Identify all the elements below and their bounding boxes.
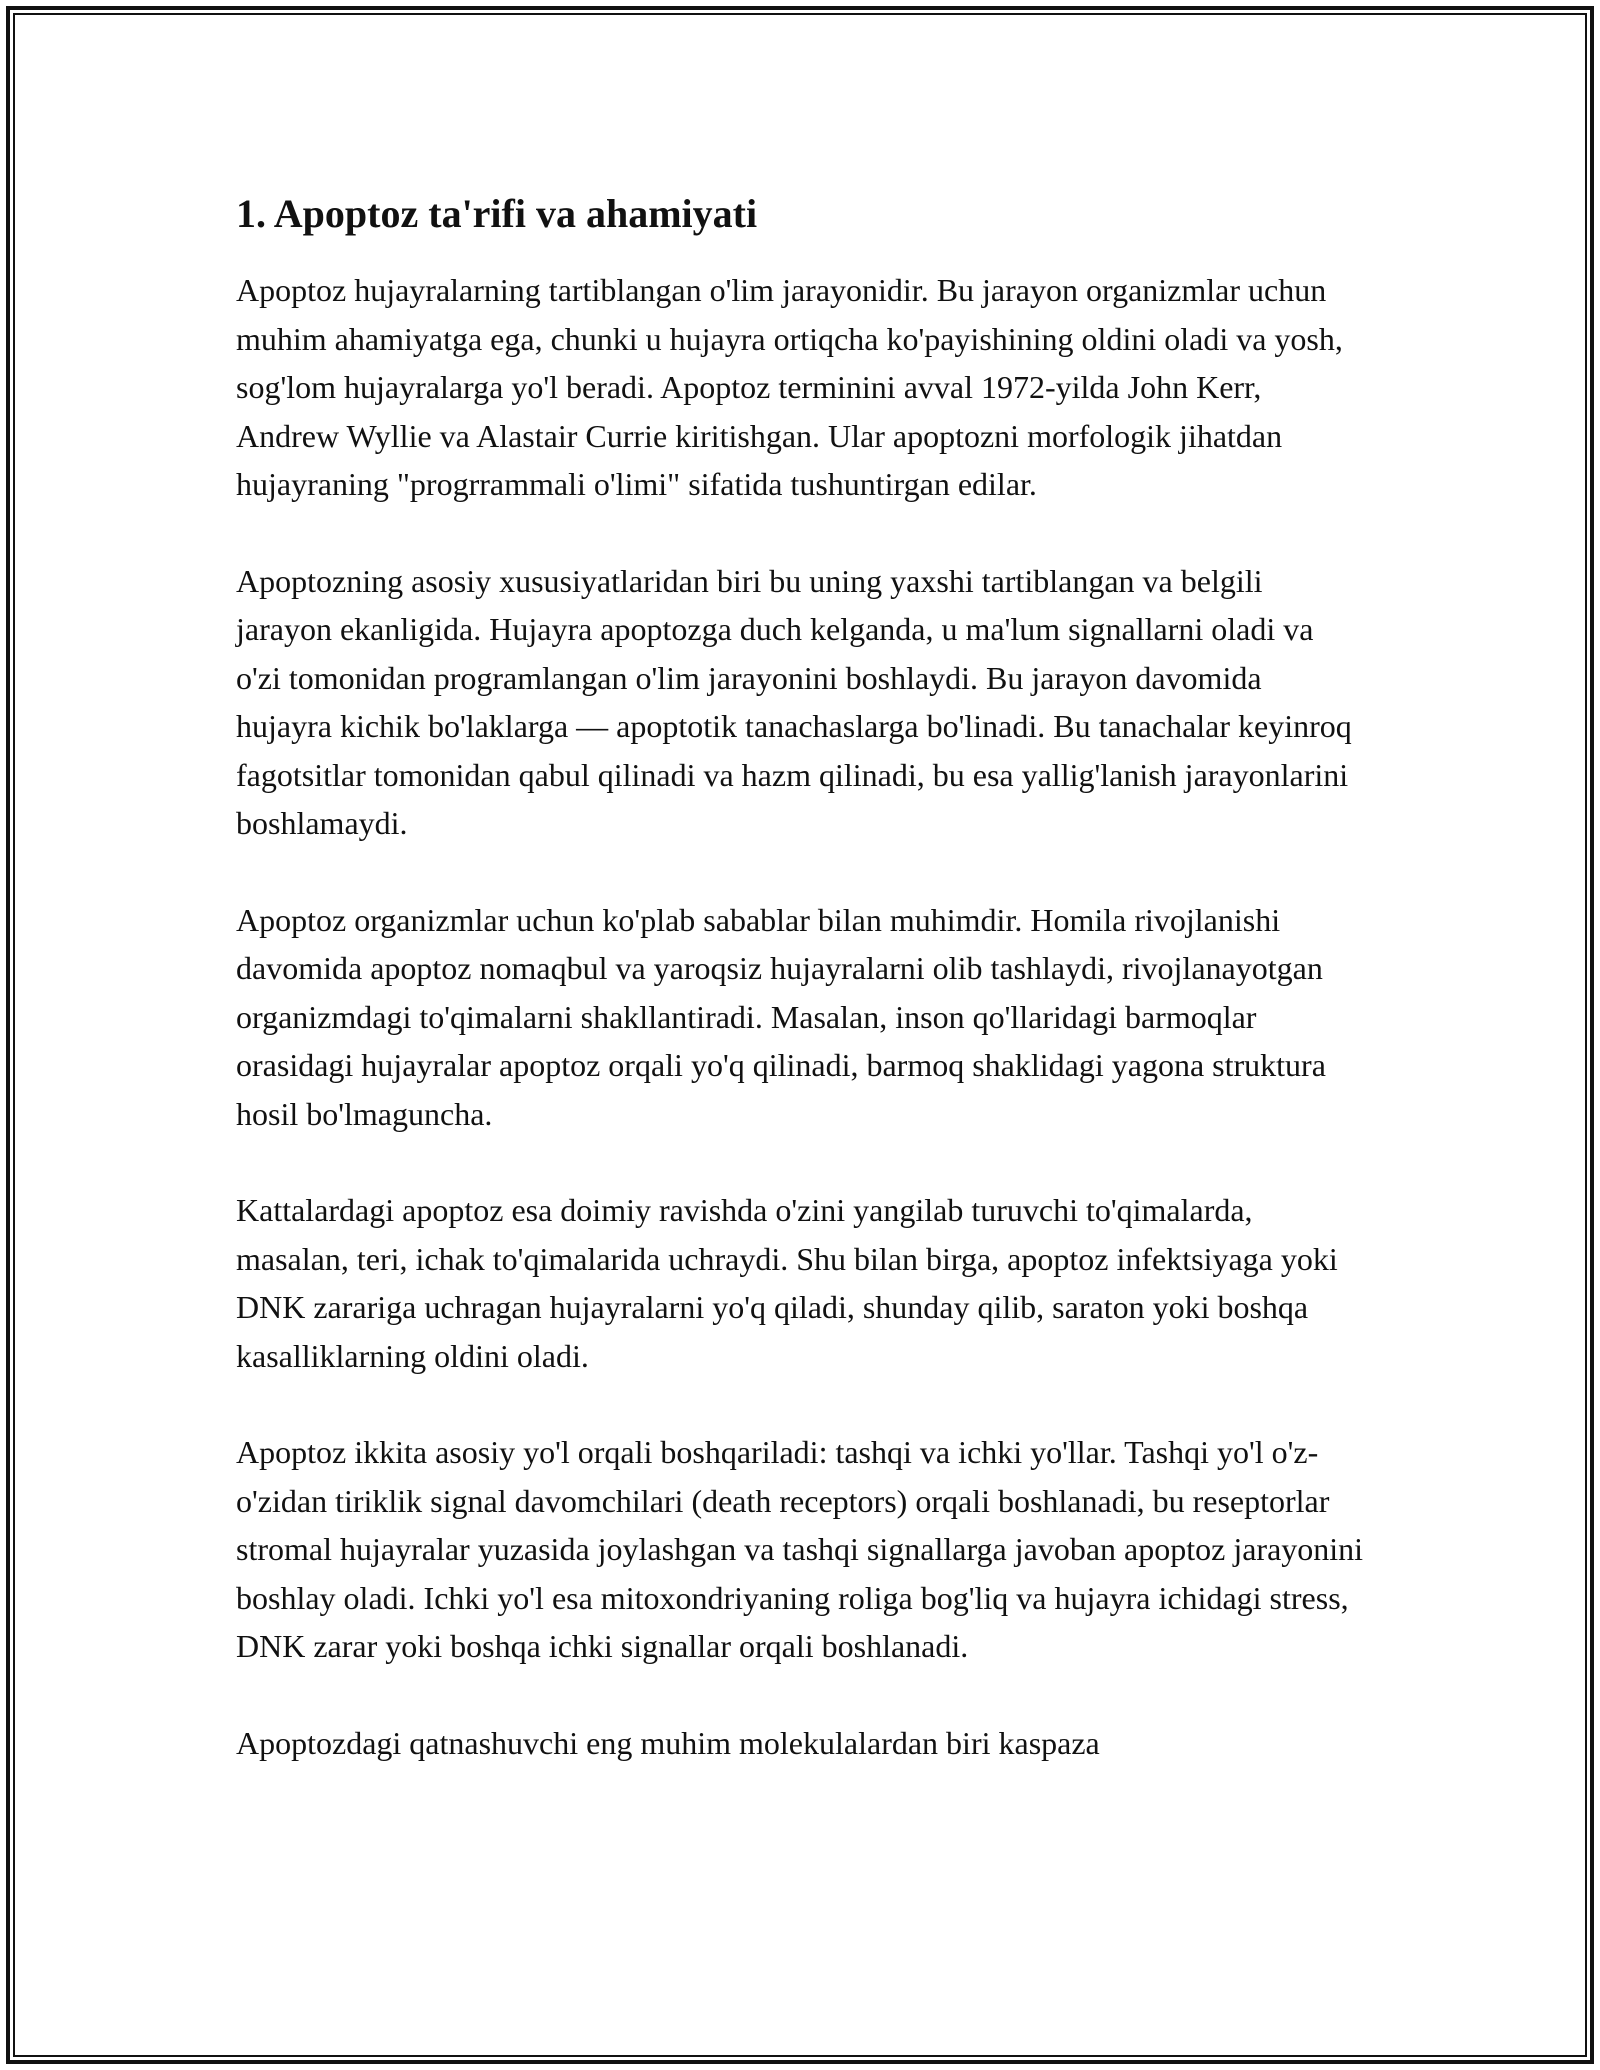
paragraph-6: Apoptozdagi qatnashuvchi eng muhim molekulalardan biri kaspaza	[236, 1724, 1100, 1761]
paragraph-1: Apoptoz hujayralarning tartiblangan o'lim jarayonidir. Bu jarayon organizmlar uchun muhim ahamiyatga ega, chunki u hujayra ortiqcha ko'payishining oldini oladi va yosh, sog'lom hujayralarga yo'l beradi. Apoptoz terminini avval 1972-yilda John Kerr, Andrew Wyllie va Alastair Currie kiritishgan. Ular apoptozni morfologik jihatdan hujayraning "progrrammali o'limi" sifatida tushuntirgan edilar.	[236, 272, 1343, 502]
paragraph-2: Apoptozning asosiy xususiyatlaridan biri bu uning yaxshi tartiblangan va belgili jarayon ekanligida. Hujayra apoptozga duch kelganda, u ma'lum signallarni oladi va o'zi tomonidan programlangan o'lim jarayonini boshlaydi. Bu jarayon davomida hujayra kichik bo'laklarga — apoptotik tanachaslarga bo'linadi. Bu tanachalar keyinroq fagotsitlar tomonidan qabul qilinadi va hazm qilinadi, bu esa yallig'lanish jarayonlarini boshlamaydi.	[236, 562, 1352, 841]
document-body	[236, 188, 1364, 1815]
paragraph-3: Apoptoz organizmlar uchun ko'plab sabablar bilan muhimdir. Homila rivojlanishi davomida apoptoz nomaqbul va yaroqsiz hujayralarni olib tashlaydi, rivojlanayotgan organizmdagi to'qimalarni shakllantiradi. Masalan, inson qo'llaridagi barmoqlar orasidagi hujayralar apoptoz orqali yo'q qilinadi, barmoq shaklidagi yagona struktura hosil bo'lmaguncha.	[236, 901, 1326, 1132]
paragraph-5: Apoptoz ikkita asosiy yo'l orqali boshqariladi: tashqi va ichki yo'llar. Tashqi yo'l o'z-o'zidan tiriklik signal davomchilari (death receptors) orqali boshlanadi, bu reseptorlar stromal hujayralar yuzasida joylashgan va tashqi signallarga javoban apoptoz jarayonini boshlay oladi. Ichki yo'l esa mitoxondriyaning roliga bog'liq va hujayra ichidagi stress, DNK zarar yoki boshqa ichki signallar orqali boshlanadi.	[236, 1434, 1364, 1664]
section-heading: 1. Apoptoz ta'rifi va ahamiyati	[236, 191, 758, 236]
paragraph-4: Kattalardagi apoptoz esa doimiy ravishda o'zini yangilab turuvchi to'qimalarda, masalan, teri, ichak to'qimalarida uchraydi. Shu bilan birga, apoptoz infektsiyaga yoki DNK zarariga uchragan hujayralarni yo'q qiladi, shunday qilib, saraton yoki boshqa kasalliklarning oldini oladi.	[236, 1192, 1338, 1374]
